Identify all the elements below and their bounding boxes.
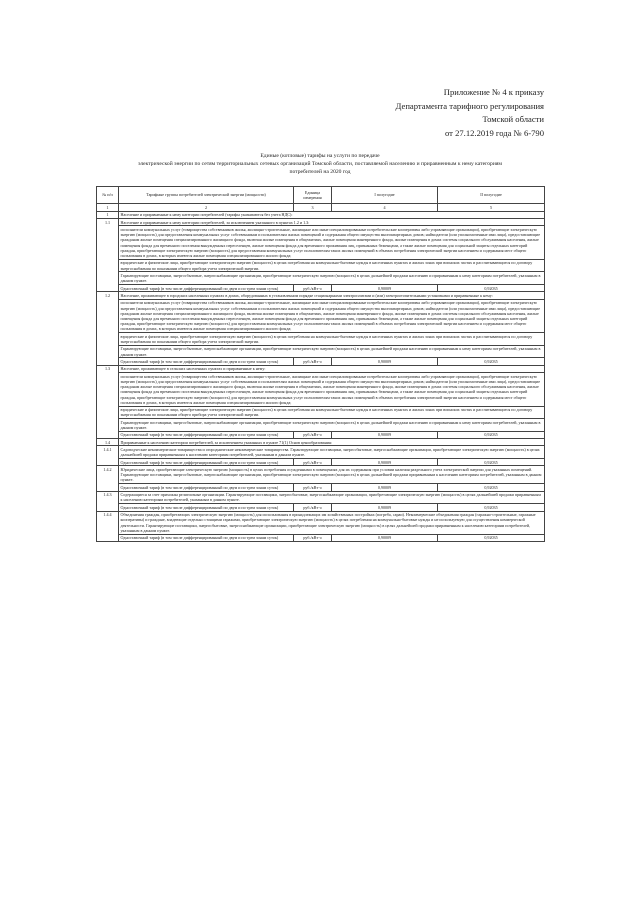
row-number: 1.1 [97,218,119,291]
table-row [97,345,545,358]
table-row [97,272,545,285]
row-text: Население, проживающее в сельских населенных пунктах и приравненные к нему: [119,365,545,372]
row-number: 1.4.2 [97,466,119,491]
tariff-h2: 0,92035 [438,358,545,365]
tariff-table [96,186,545,542]
row-text: Содержащиеся за счет прихожан религиозные организации. Гарантирующие поставщики, энергосбытовые, энергоснабжающие организации, приобретающие электрическую энергию (мощность) в целях дальнейшей продажи приравненным к населению категориям потребителей, указанным в данном пункте. [119,491,545,504]
col-number-header: № п/п [97,187,119,204]
row-text: Население, проживающее в городских населенных пунктах в домах, оборудованных в установленном порядке стационарными электроплитами и (или) электроотопительными установками и приравненные к нему: [119,292,545,299]
table-row [97,419,545,432]
tariff-unit: руб./кВт·ч [294,284,332,291]
row-number: 1.4.1 [97,446,119,466]
table-row [97,259,545,272]
table-row [97,218,545,225]
row-text: Юридические лица, приобретающие электрическую энергию (мощность) в целях потребления осужденными в помещениях для их содержания при условии наличия раздельного учета электрической энергии для указанных помещений. Гарантирующие поставщики, энергосбытовые, энергоснабжающие организации, приобретающие электрическую энергию (мощность) в целях дальнейшей продажи приравненным к населению категориям потребителей, указанным в данном пункте. [119,466,545,484]
tariff-label: Одноставочный тариф (в том числе дифференцированный по двум и по трем зонам суток) [119,484,294,491]
tariff-h1: 0,90009 [332,504,438,511]
tariff-unit: руб./кВт·ч [294,358,332,365]
row-text: Объединения граждан, приобретающих электрическую энергию (мощность) для использования в принадлежащих им хозяйственных постройках (погреба, сараи). Некоммерческие объединения граждан (гаражно-строительные, гаражные кооперативы) и граждане, владеющие отдельно стоящими гаражами, приобретающие электрическую энергию (мощность) в целях потребления на коммунально-бытовые нужды и не используемую для осуществления коммерческой деятельности. Гарантирующие поставщики, энергосбытовые, энергоснабжающие организации, приобретающие электрическую энергию (мощность) в целях дальнейшей продажи приравненным к населению категориям потребителей, указанным в данном пункте. [119,511,545,534]
tariff-row [97,358,545,365]
table-row [97,365,545,372]
row-text: юридические и физические лица, приобретающие электрическую энергию (мощность) в целях потребления на коммунально-бытовые нужды в населенных пунктах и жилых зонах при воинских частях и рассчитывающиеся по договору энергоснабжения по показаниям общего прибора учета электрической энергии. [119,259,545,272]
row-number: 1.2 [97,292,119,365]
header-line: Томской области [482,114,544,124]
table-row [97,446,545,459]
table-row [97,299,545,332]
table-row [97,226,545,259]
col-num: 4 [332,204,438,211]
tariff-h2: 0,92035 [438,431,545,438]
header-line: от 27.12.2019 года № 6-790 [445,127,544,138]
tariff-row [97,504,545,511]
table-row [97,406,545,419]
tariff-label: Одноставочный тариф (в том числе дифференцированный по двум и по трем зонам суток) [119,284,294,291]
col-num: 2 [119,204,294,211]
tariff-label: Одноставочный тариф (в том числе дифференцированный по двум и по трем зонам суток) [119,534,294,541]
tariff-unit: руб./кВт·ч [294,459,332,466]
table-row [97,292,545,299]
row-text: юридические и физические лица, приобретающие электрическую энергию (мощность) в целях потребления на коммунально-бытовые нужды в населенных пунктах и жилых зонах при воинских частях и рассчитывающиеся по договору энергоснабжения по показаниям общего прибора учета электрической энергии. [119,333,545,346]
tariff-h2: 0,92035 [438,459,545,466]
tariff-unit: руб./кВт·ч [294,484,332,491]
tariff-unit: руб./кВт·ч [294,534,332,541]
col-num: 1 [97,204,119,211]
row-number: 1.4.4 [97,511,119,541]
row-number: 1 [97,211,119,218]
col-h1-header: I полугодие [332,187,438,204]
tariff-label: Одноставочный тариф (в том числе дифференцированный по двум и по трем зонам суток) [119,358,294,365]
order-header [396,86,544,140]
row-text: исполнители коммунальных услуг (товарищества собственников жилья, жилищно-строительные, жилищные или иные специализированные потребительские кооперативы либо управляющие организации), приобретающие электрическую энергию (мощность) для предоставления коммунальных услуг собственникам и пользователям жилых помещений и содержания общего имущества многоквартирных домов; наймодатели (или уполномоченные ими лица), предоставляющие гражданам жилые помещения специализированного жилищного фонда, включая жилые помещения в общежитиях, жилые помещения маневренного фонда, жилые помещения в домах системы социального обслуживания населения, жилые помещения фонда для временного поселения вынужденных переселенцев, жилые помещения фонда для временного проживания лиц, признанных беженцами, а также жилые помещения для социальной защиты отдельных категорий граждан, приобретающие электрическую энергию (мощность) для предоставления коммунальных услуг пользователям таких жилых помещений в объемах потребления электрической энергии населением и содержания мест общего пользования в домах, в которых имеются жилые помещения специализированного жилого фонда; [119,299,545,332]
row-number: 1.3 [97,365,119,438]
tariff-h2: 0,92035 [438,284,545,291]
table-row [97,491,545,504]
tariff-h1: 0,90009 [332,358,438,365]
row-text: юридические и физические лица, приобретающие электрическую энергию (мощность) в целях потребления на коммунально-бытовые нужды в населенных пунктах и жилых зонах при воинских частях и рассчитывающиеся по договору энергоснабжения по показаниям общего прибора учета электрической энергии. [119,406,545,419]
tariff-h2: 0,92035 [438,484,545,491]
tariff-h1: 0,90009 [332,484,438,491]
title-line: потребителей на 2020 год [289,169,351,175]
tariff-row [97,484,545,491]
table-header-row [97,187,545,204]
row-text: Приравненные к населению категории потребителей, за исключением указанных в пункте 71(1) Основ ценообразования: [119,439,545,446]
tariff-row [97,534,545,541]
column-number-row [97,204,545,211]
row-text: Население и приравненные к нему категории потребителей (тарифы указываются без учета НДС): [119,211,545,218]
tariff-row [97,284,545,291]
tariff-h1: 0,90009 [332,431,438,438]
document-title [96,152,544,176]
row-number: 1.4 [97,439,119,446]
tariff-h1: 0,90009 [332,459,438,466]
header-line: Приложение № 4 к приказу [443,87,544,97]
row-text: исполнители коммунальных услуг (товарищества собственников жилья, жилищно-строительные, жилищные или иные специализированные потребительские кооперативы либо управляющие организации), приобретающие электрическую энергию (мощность) для предоставления коммунальных услуг собственникам и пользователям жилых помещений и содержания общего имущества многоквартирных домов; наймодатели (или уполномоченные ими лица), предоставляющие гражданам жилые помещения специализированного жилищного фонда, включая жилые помещения в общежитиях, жилые помещения маневренного фонда, жилые помещения в домах системы социального обслуживания населения, жилые помещения фонда для временного поселения вынужденных переселенцев, жилые помещения фонда для временного проживания лиц, признанных беженцами, а также жилые помещения для социальной защиты отдельных категорий граждан, приобретающие электрическую энергию (мощность) для предоставления коммунальных услуг пользователям таких жилых помещений в объемах потребления электрической энергии населением и содержания мест общего пользования в домах, в которых имеются жилые помещения специализированного жилого фонда; [119,373,545,406]
row-number: 1.4.3 [97,491,119,511]
col-num: 3 [294,204,332,211]
row-text: исполнители коммунальных услуг (товарищества собственников жилья, жилищно-строительные, жилищные или иные специализированные потребительские кооперативы либо управляющие организации), приобретающие электрическую энергию (мощность) для предоставления коммунальных услуг собственникам и пользователям жилых помещений и содержания общего имущества многоквартирных домов; наймодатели (или уполномоченные ими лица), предоставляющие гражданам жилые помещения специализированного жилищного фонда, включая жилые помещения в общежитиях, жилые помещения маневренного фонда, жилые помещения в домах системы социального обслуживания населения, жилые помещения фонда для временного поселения вынужденных переселенцев, жилые помещения фонда для временного проживания лиц, признанных беженцами, а также жилые помещения для социальной защиты отдельных категорий граждан, приобретающие электрическую энергию (мощность) для предоставления коммунальных услуг пользователям таких жилых помещений в объемах потребления электрической энергии населением и содержания мест общего пользования в домах, в которых имеются жилые помещения специализированного жилого фонда; [119,226,545,259]
table-row [97,373,545,406]
tariff-h1: 0,90009 [332,284,438,291]
tariff-label: Одноставочный тариф (в том числе дифференцированный по двум и по трем зонам суток) [119,431,294,438]
tariff-label: Одноставочный тариф (в том числе дифференцированный по двум и по трем зонам суток) [119,459,294,466]
title-line: электрической энергии по сетям территориальных сетевых организаций Томской области, поставляемой населению и приравненным к нему категориям [138,161,502,167]
row-text: Население и приравненные к нему категории потребителей, за исключением указанного в пунктах 1.2 и 1.3: [119,218,545,225]
tariff-label: Одноставочный тариф (в том числе дифференцированный по двум и по трем зонам суток) [119,504,294,511]
table-row [97,466,545,484]
col-num: 5 [438,204,545,211]
table-row [97,333,545,346]
tariff-unit: руб./кВт·ч [294,431,332,438]
col-h2-header: II полугодие [438,187,545,204]
tariff-unit: руб./кВт·ч [294,504,332,511]
row-text: Гарантирующие поставщики, энергосбытовые, энергоснабжающие организации, приобретающие электрическую энергию (мощность) в целях дальнейшей продажи населению и приравненным к нему категориям потребителей, указанным в данном пункте. [119,419,545,432]
title-line: Единые (котловые) тарифы на услуги по передаче [260,153,380,159]
tariff-h2: 0,92035 [438,504,545,511]
col-group-header: Тарифные группы потребителей электрической энергии (мощности) [119,187,294,204]
row-text: Гарантирующие поставщики, энергосбытовые, энергоснабжающие организации, приобретающие электрическую энергию (мощность) в целях дальнейшей продажи населению и приравненным к нему категориям потребителей, указанным в данном пункте. [119,345,545,358]
header-line: Департамента тарифного регулирования [395,100,544,111]
table-row [97,439,545,446]
tariff-h2: 0,92035 [438,534,545,541]
col-unit-header: Единица измерения [294,187,332,204]
tariff-row [97,459,545,466]
table-row [97,511,545,534]
tariff-h1: 0,90009 [332,534,438,541]
row-text: Садоводческие некоммерческие товарищества и огороднические некоммерческие товарищества. Гарантирующие поставщики, энергосбытовые, энергоснабжающие организации, приобретающие электрическую энергию (мощность) в целях дальнейшей продажи приравненным к населению категориям потребителей, указанным в данном пункте. [119,446,545,459]
row-text: Гарантирующие поставщики, энергосбытовые, энергоснабжающие организации, приобретающие электрическую энергию (мощность) в целях дальнейшей продажи населению и приравненным к нему категориям потребителей, указанным в данном пункте. [119,272,545,285]
table-row [97,211,545,218]
tariff-row [97,431,545,438]
